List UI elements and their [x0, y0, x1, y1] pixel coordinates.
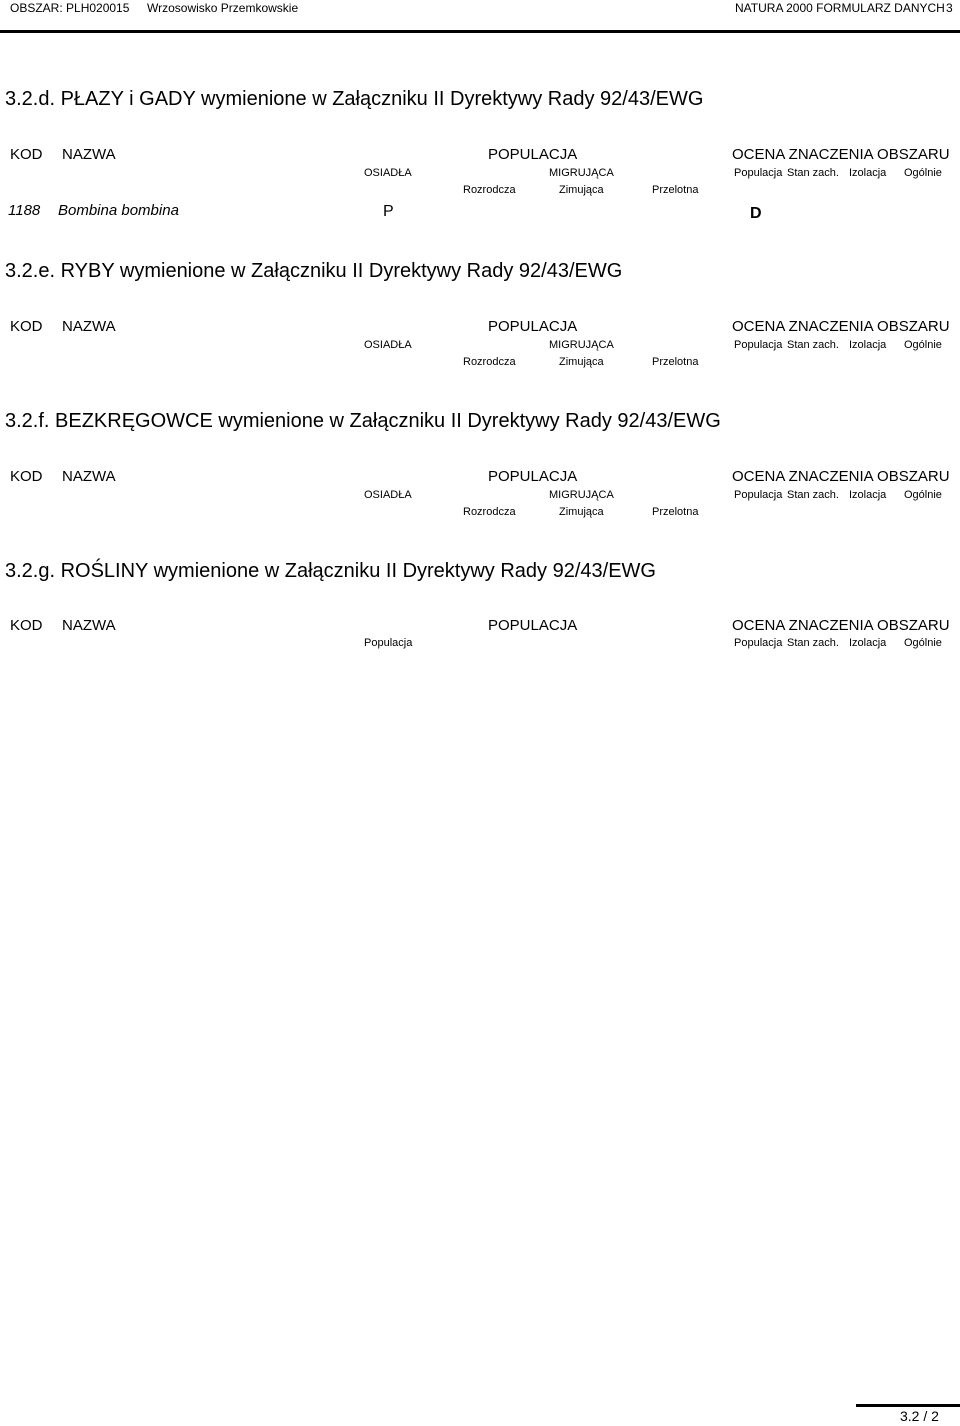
section-title-fish: 3.2.e. RYBY wymienione w Załączniku II Dyrektywy Rady 92/43/EWG [5, 260, 623, 282]
column-stan-zach: Stan zach. [787, 339, 839, 351]
header-rule [0, 30, 960, 33]
footer-rule [856, 1404, 960, 1407]
column-izolacja: Izolacja [849, 167, 887, 179]
column-ogolnie: Ogólnie [904, 167, 942, 179]
column-osiadla: OSIADŁA [364, 167, 412, 179]
column-nazwa: NAZWA [62, 468, 116, 485]
column-rozrodcza: Rozrodcza [463, 506, 516, 518]
column-izolacja: Izolacja [849, 339, 887, 351]
header-form-name: NATURA 2000 FORMULARZ DANYCH [735, 1, 945, 15]
column-ogolnie: Ogólnie [904, 489, 942, 501]
column-kod: KOD [10, 146, 43, 163]
section-title-invertebrates: 3.2.f. BEZKRĘGOWCE wymienione w Załączniku II Dyrektywy Rady 92/43/EWG [5, 410, 721, 432]
header-site-code: OBSZAR: PLH020015 [10, 1, 130, 15]
column-ocena: OCENA ZNACZENIA OBSZARU [732, 468, 950, 485]
column-kod: KOD [10, 617, 43, 634]
column-nazwa: NAZWA [62, 318, 116, 335]
column-przelotna: Przelotna [652, 184, 699, 196]
column-ocena: OCENA ZNACZENIA OBSZARU [732, 146, 950, 163]
section-title-amphibians: 3.2.d. PŁAZY i GADY wymienione w Załączniku II Dyrektywy Rady 92/43/EWG [5, 88, 704, 110]
column-przelotna: Przelotna [652, 356, 699, 368]
footer-page-number: 3.2 / 2 [900, 1408, 939, 1424]
row-nazwa: Bombina bombina [58, 202, 179, 219]
column-populacja: POPULACJA [488, 617, 578, 634]
column-stan-zach: Stan zach. [787, 489, 839, 501]
column-kod: KOD [10, 468, 43, 485]
column-ogolnie: Ogólnie [904, 637, 942, 649]
column-izolacja: Izolacja [849, 637, 887, 649]
row-kod: 1188 [8, 202, 41, 219]
column-ocena: OCENA ZNACZENIA OBSZARU [732, 318, 950, 335]
column-populacja-sub: Populacja [734, 637, 783, 649]
column-migrujaca: MIGRUJĄCA [549, 489, 614, 501]
header-page-number: 3 [946, 1, 953, 15]
column-rozrodcza: Rozrodcza [463, 184, 516, 196]
row-populacja-value: D [750, 205, 762, 222]
column-populacja: POPULACJA [488, 146, 578, 163]
column-stan-zach: Stan zach. [787, 637, 839, 649]
column-osiadla: OSIADŁA [364, 489, 412, 501]
column-populacja-sub: Populacja [734, 489, 783, 501]
column-izolacja: Izolacja [849, 489, 887, 501]
header-site-name: Wrzosowisko Przemkowskie [147, 1, 299, 15]
column-migrujaca: MIGRUJĄCA [549, 339, 614, 351]
column-stan-zach: Stan zach. [787, 167, 839, 179]
column-nazwa: NAZWA [62, 146, 116, 163]
column-populacja-sub: Populacja [734, 167, 783, 179]
row-osiadla-value: P [383, 203, 394, 220]
column-populacja-plants: Populacja [364, 637, 413, 649]
column-zimujaca: Zimująca [559, 506, 604, 518]
column-migrujaca: MIGRUJĄCA [549, 167, 614, 179]
column-zimujaca: Zimująca [559, 356, 604, 368]
column-nazwa: NAZWA [62, 617, 116, 634]
column-populacja-sub: Populacja [734, 339, 783, 351]
column-ocena: OCENA ZNACZENIA OBSZARU [732, 617, 950, 634]
column-kod: KOD [10, 318, 43, 335]
column-populacja: POPULACJA [488, 468, 578, 485]
column-rozrodcza: Rozrodcza [463, 356, 516, 368]
column-osiadla: OSIADŁA [364, 339, 412, 351]
column-przelotna: Przelotna [652, 506, 699, 518]
column-populacja: POPULACJA [488, 318, 578, 335]
column-ogolnie: Ogólnie [904, 339, 942, 351]
section-title-plants: 3.2.g. ROŚLINY wymienione w Załączniku II Dyrektywy Rady 92/43/EWG [5, 560, 656, 582]
column-zimujaca: Zimująca [559, 184, 604, 196]
